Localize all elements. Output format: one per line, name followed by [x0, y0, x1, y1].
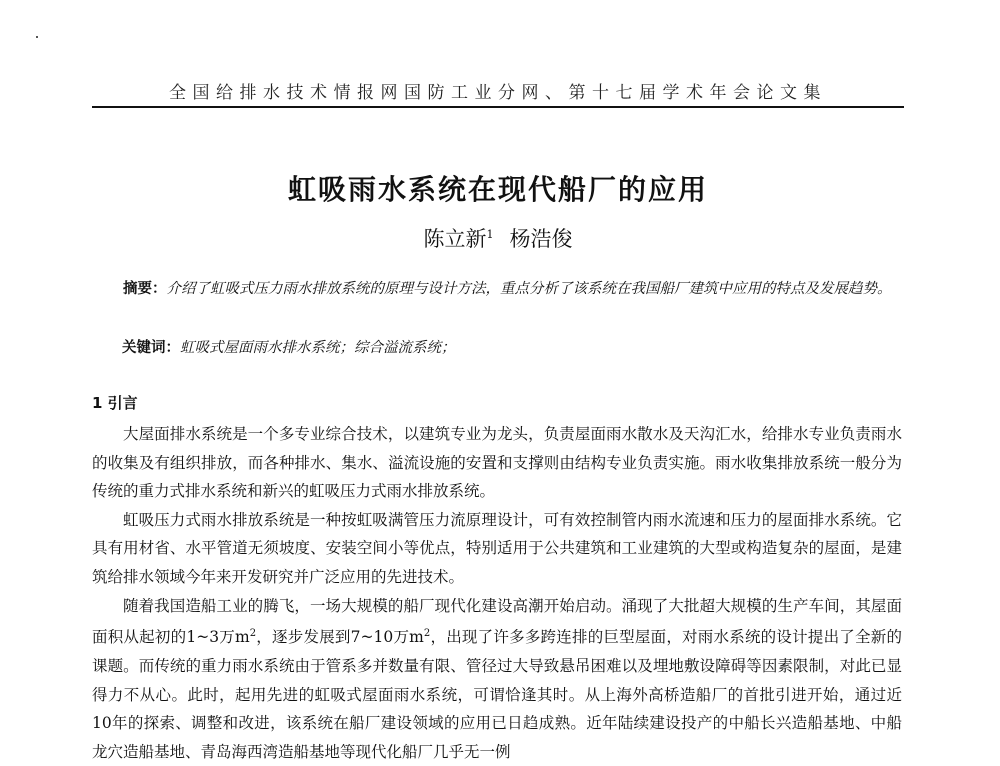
superscript-2: 2: [249, 628, 257, 640]
superscript-2: 2: [423, 628, 431, 640]
author-1-affiliation-mark: 1: [486, 228, 494, 241]
section-heading-introduction: 1 引言: [92, 394, 138, 412]
paragraph-3: [92, 592, 902, 766]
author-2-name: 杨浩俊: [509, 227, 573, 251]
author-1-name: 陈立新: [423, 227, 487, 251]
paragraph-3-text-3: ，出现了许多多跨连排的巨型屋面，对雨水系统的设计提出了全新的课题。而传统的重力雨水系统由于管系多并数量有限、管径过大导致悬吊困难以及埋地敷设障碍等因素限制，对此已显得力不从心。此时，起用先进的虹吸式屋面雨水系统，可谓恰逢其时。从上海外高桥造船厂的首批引进开始，通过近10年的探索、调整和改进，该系统在船厂建设领域的应用已日趋成熟。近年陆续建设投产的中船长兴造船基地、中船龙穴造船基地、青岛海西湾造船基地等现代化船厂几乎无一例: [92, 628, 902, 761]
author-line: [92, 223, 904, 253]
paragraph-3-text-2: ，逐步发展到7~10万m: [256, 628, 424, 647]
abstract-text: 介绍了虹吸式压力雨水排放系统的原理与设计方法，重点分析了该系统在我国船厂建筑中应用的特点及发展趋势。: [166, 281, 892, 297]
header-rule: [92, 106, 904, 108]
paragraph-1: 大屋面排水系统是一个多专业综合技术，以建筑专业为龙头，负责屋面雨水散水及天沟汇水，给排水专业负责雨水的收集及有组织排放，而各种排水、集水、溢流设施的安置和支撑则由结构专业负责实施。雨水收集排放系统一般分为传统的重力式排水系统和新兴的虹吸压力式雨水排放系统。: [92, 425, 902, 501]
section-body: [92, 420, 902, 766]
keywords-text: 虹吸式屋面雨水排水系统；综合溢流系统；: [180, 340, 456, 356]
running-header: 全国给排水技术情报网国防工业分网、第十七届学术年会论文集: [169, 83, 827, 103]
abstract-label: 摘要：: [123, 280, 167, 297]
paragraph-2: 虹吸压力式雨水排放系统是一种按虹吸满管压力流原理设计，可有效控制管内雨水流速和压力的屋面排水系统。它具有用材省、水平管道无须坡度、安装空间小等优点，特别适用于公共建筑和工业建筑的大型或构造复杂的屋面，是建筑给排水领域今年来开发研究并广泛应用的先进技术。: [92, 510, 902, 586]
paper-title: 虹吸雨水系统在现代船厂的应用: [287, 173, 708, 206]
scan-speck: [36, 36, 38, 38]
keywords-label: 关键词：: [122, 339, 180, 356]
paragraph-3-text-1: 随着我国造船工业的腾飞，一场大规模的船厂现代化建设高潮开始启动。涌现了大批超大规模的生产车间，其屋面面积从起初的1~3万m: [92, 596, 902, 647]
abstract: [92, 274, 904, 304]
keywords: [122, 333, 456, 363]
